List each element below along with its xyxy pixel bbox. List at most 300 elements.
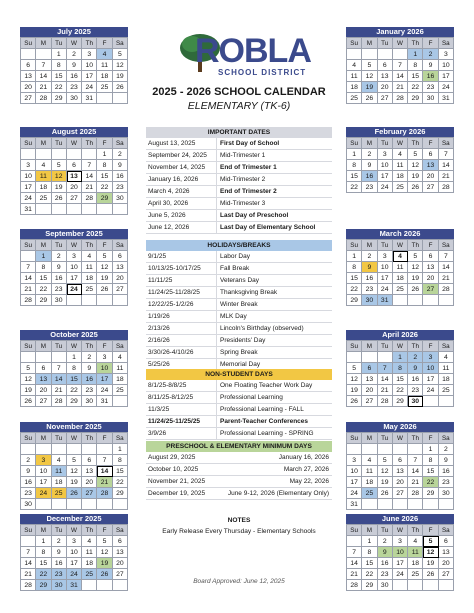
event-date: November 21, 2025: [148, 478, 206, 485]
event-label: Last Day of Preschool: [220, 212, 289, 219]
day-cell: 13: [423, 160, 438, 171]
day-cell: 9: [362, 262, 377, 273]
event-row: [146, 476, 332, 488]
day-cell: 2: [21, 455, 36, 466]
minimum-days-section: [146, 441, 332, 500]
weekday-header: M: [362, 525, 377, 536]
day-cell: 24: [97, 385, 112, 396]
day-cell: 10: [97, 363, 112, 374]
weekday-header: Th: [82, 525, 97, 536]
day-cell: 5: [423, 536, 438, 547]
weekday-header: F: [97, 38, 112, 49]
month-title: December 2025: [20, 514, 128, 524]
event-label: March 27, 2026: [283, 466, 329, 473]
day-cell: 19: [67, 477, 82, 488]
day-cell: 24: [36, 488, 51, 499]
day-cell: 17: [423, 374, 438, 385]
day-cell: 31: [347, 499, 362, 510]
day-cell: 8: [393, 363, 408, 374]
weekday-header: F: [423, 240, 438, 251]
day-cell: 5: [378, 455, 393, 466]
day-cell: 27: [36, 396, 51, 407]
empty-cell: [423, 499, 438, 510]
day-cell: 18: [439, 374, 454, 385]
empty-cell: [52, 149, 67, 160]
holidays-heading: HOLIDAYS/BREAKS: [146, 240, 332, 251]
empty-cell: [97, 204, 112, 215]
day-cell: 24: [21, 193, 36, 204]
empty-cell: [113, 580, 128, 591]
month-grid: [20, 37, 128, 104]
day-cell: 29: [36, 295, 51, 306]
event-label: Presidents' Day: [220, 337, 266, 344]
day-cell: 15: [36, 558, 51, 569]
day-cell: 14: [439, 262, 454, 273]
holidays-rows: [146, 251, 332, 371]
event-date: 11/24/25-11/25/25: [146, 416, 217, 427]
day-cell: 19: [52, 182, 67, 193]
empty-cell: [113, 93, 128, 104]
weekday-header: W: [393, 240, 408, 251]
day-cell: 4: [82, 536, 97, 547]
minimum-days-heading: PRESCHOOL & ELEMENTARY MINIMUM DAYS: [146, 441, 332, 452]
day-cell: 17: [67, 273, 82, 284]
event-row: [146, 275, 332, 287]
day-cell: 29: [113, 488, 128, 499]
day-cell: 5: [408, 251, 423, 262]
day-cell: 31: [97, 396, 112, 407]
weekday-header: M: [36, 433, 51, 444]
day-cell: 10: [378, 262, 393, 273]
day-cell: 13: [113, 547, 128, 558]
weekday-header: Sa: [113, 341, 128, 352]
day-cell: 27: [378, 93, 393, 104]
day-cell: 20: [82, 477, 97, 488]
day-cell: 26: [97, 284, 112, 295]
day-cell: 8: [347, 160, 362, 171]
event-date: 10/13/25-10/17/25: [146, 263, 217, 274]
day-cell: 19: [97, 558, 112, 569]
day-cell: 28: [408, 488, 423, 499]
day-cell: 24: [378, 284, 393, 295]
day-cell: 16: [439, 466, 454, 477]
event-label: Lincoln's Birthday (observed): [220, 325, 304, 332]
calendar-august-2025: [20, 127, 128, 215]
empty-cell: [67, 444, 82, 455]
event-date: 12/22/25-1/2/26: [146, 299, 217, 310]
event-row: [146, 311, 332, 323]
day-cell: 7: [52, 363, 67, 374]
month-title: February 2026: [346, 127, 454, 137]
day-cell: 29: [97, 193, 112, 204]
day-cell: 22: [113, 477, 128, 488]
weekday-header: Tu: [378, 525, 393, 536]
day-cell: 31: [82, 93, 97, 104]
weekday-header: Th: [82, 38, 97, 49]
month-grid: [20, 137, 128, 215]
day-cell: 26: [362, 93, 377, 104]
day-cell: 7: [82, 160, 97, 171]
day-cell: 21: [36, 82, 51, 93]
weekday-header: W: [67, 341, 82, 352]
empty-cell: [423, 396, 438, 407]
weekday-header: W: [393, 341, 408, 352]
day-cell: 28: [82, 193, 97, 204]
day-cell: 8: [97, 160, 112, 171]
day-cell: 19: [408, 273, 423, 284]
day-cell: 13: [423, 262, 438, 273]
event-label: First Day of School: [220, 140, 280, 147]
day-cell: 3: [21, 160, 36, 171]
weekday-header: F: [423, 341, 438, 352]
day-cell: 7: [378, 363, 393, 374]
day-cell: 21: [439, 273, 454, 284]
day-cell: 29: [423, 488, 438, 499]
day-cell: 1: [52, 49, 67, 60]
day-cell: 10: [67, 547, 82, 558]
day-cell: 21: [21, 569, 36, 580]
calendar-june-2026: [346, 514, 454, 591]
event-row: [146, 287, 332, 299]
day-cell: 30: [439, 488, 454, 499]
empty-cell: [67, 295, 82, 306]
empty-cell: [439, 580, 454, 591]
day-cell: 11: [82, 547, 97, 558]
day-cell: 28: [52, 396, 67, 407]
day-cell: 13: [82, 466, 97, 477]
day-cell: 22: [347, 284, 362, 295]
empty-cell: [67, 499, 82, 510]
weekday-header: W: [393, 433, 408, 444]
day-cell: 15: [347, 273, 362, 284]
weekday-header: Sa: [439, 525, 454, 536]
day-cell: 13: [393, 466, 408, 477]
month-grid: [20, 524, 128, 591]
weekday-header: Su: [21, 525, 36, 536]
weekday-header: Sa: [439, 433, 454, 444]
weekday-header: M: [362, 38, 377, 49]
day-cell: 29: [36, 580, 51, 591]
weekday-header: W: [393, 525, 408, 536]
day-cell: 7: [439, 149, 454, 160]
day-cell: 28: [439, 284, 454, 295]
day-cell: 8: [362, 547, 377, 558]
empty-cell: [408, 295, 423, 306]
weekday-header: F: [97, 138, 112, 149]
weekday-header: Th: [408, 38, 423, 49]
day-cell: 17: [67, 558, 82, 569]
day-cell: 30: [67, 93, 82, 104]
day-cell: 1: [393, 352, 408, 363]
day-cell: 31: [439, 93, 454, 104]
day-cell: 1: [408, 49, 423, 60]
event-row: [146, 251, 332, 263]
day-cell: 27: [439, 569, 454, 580]
day-cell: 3: [393, 536, 408, 547]
event-date: August 13, 2025: [146, 138, 217, 149]
empty-cell: [362, 499, 377, 510]
day-cell: 18: [408, 558, 423, 569]
day-cell: 6: [378, 60, 393, 71]
day-cell: 1: [36, 536, 51, 547]
day-cell: 6: [21, 60, 36, 71]
day-cell: 12: [408, 262, 423, 273]
weekday-header: Th: [82, 433, 97, 444]
day-cell: 30: [113, 193, 128, 204]
day-cell: 13: [439, 547, 454, 558]
day-cell: 24: [67, 284, 82, 295]
weekday-header: Sa: [113, 433, 128, 444]
day-cell: 12: [408, 160, 423, 171]
day-cell: 24: [378, 182, 393, 193]
notes-heading: NOTES: [227, 517, 251, 524]
day-cell: 13: [36, 374, 51, 385]
day-cell: 26: [113, 82, 128, 93]
month-grid: [346, 37, 454, 104]
day-cell: 25: [393, 284, 408, 295]
day-cell: 12: [378, 466, 393, 477]
day-cell: 6: [423, 251, 438, 262]
page-subtitle: ELEMENTARY (TK-6): [187, 100, 291, 112]
day-cell: 16: [21, 477, 36, 488]
day-cell: 15: [393, 374, 408, 385]
day-cell: 15: [67, 374, 82, 385]
day-cell: 8: [408, 60, 423, 71]
day-cell: 25: [439, 385, 454, 396]
day-cell: 5: [113, 49, 128, 60]
empty-cell: [21, 251, 36, 262]
weekday-header: M: [362, 433, 377, 444]
event-row: [146, 392, 332, 404]
day-cell: 21: [439, 171, 454, 182]
month-title: January 2026: [346, 27, 454, 37]
day-cell: 22: [423, 477, 438, 488]
empty-cell: [52, 444, 67, 455]
day-cell: 23: [82, 385, 97, 396]
month-grid: [346, 524, 454, 591]
day-cell: 24: [67, 569, 82, 580]
event-row: [146, 162, 332, 174]
day-cell: 22: [36, 569, 51, 580]
event-row: [146, 138, 332, 150]
event-date: 2/13/26: [146, 323, 217, 334]
empty-cell: [82, 499, 97, 510]
day-cell: 14: [97, 466, 112, 477]
weekday-header: W: [67, 38, 82, 49]
day-cell: 9: [378, 547, 393, 558]
weekday-header: Sa: [439, 240, 454, 251]
empty-cell: [21, 444, 36, 455]
day-cell: 3: [423, 352, 438, 363]
empty-cell: [113, 396, 128, 407]
empty-cell: [113, 204, 128, 215]
day-cell: 11: [97, 60, 112, 71]
weekday-header: F: [423, 433, 438, 444]
event-row: [146, 198, 332, 210]
day-cell: 11: [408, 547, 423, 558]
day-cell: 3: [97, 352, 112, 363]
empty-cell: [393, 580, 408, 591]
weekday-header: W: [393, 138, 408, 149]
weekday-header: Tu: [378, 433, 393, 444]
weekday-header: F: [423, 525, 438, 536]
day-cell: 3: [82, 49, 97, 60]
day-cell: 31: [21, 204, 36, 215]
event-row: [146, 404, 332, 416]
empty-cell: [347, 49, 362, 60]
day-cell: 30: [408, 396, 423, 407]
weekday-header: Su: [347, 38, 362, 49]
empty-cell: [378, 49, 393, 60]
day-cell: 2: [439, 444, 454, 455]
day-cell: 4: [439, 352, 454, 363]
event-label: Spring Break: [220, 349, 258, 356]
day-cell: 2: [362, 149, 377, 160]
day-cell: 12: [97, 262, 112, 273]
day-cell: 14: [36, 71, 51, 82]
empty-cell: [393, 444, 408, 455]
day-cell: 4: [36, 160, 51, 171]
day-cell: 27: [423, 182, 438, 193]
day-cell: 19: [113, 71, 128, 82]
event-date: March 4, 2026: [146, 186, 217, 197]
day-cell: 24: [393, 569, 408, 580]
event-date: 5/25/26: [146, 359, 217, 370]
day-cell: 5: [347, 363, 362, 374]
empty-cell: [439, 396, 454, 407]
day-cell: 19: [378, 477, 393, 488]
event-label: Fall Break: [220, 265, 250, 272]
day-cell: 23: [52, 569, 67, 580]
event-row: [146, 323, 332, 335]
day-cell: 8: [67, 363, 82, 374]
day-cell: 3: [36, 455, 51, 466]
day-cell: 10: [423, 363, 438, 374]
event-label: End of Trimester 1: [220, 164, 277, 171]
weekday-header: Sa: [439, 138, 454, 149]
event-row: [146, 416, 332, 428]
day-cell: 28: [378, 396, 393, 407]
day-cell: 8: [52, 60, 67, 71]
calendar-july-2025: [20, 27, 128, 104]
empty-cell: [113, 499, 128, 510]
empty-cell: [36, 499, 51, 510]
day-cell: 7: [393, 60, 408, 71]
event-date: 1/19/26: [146, 311, 217, 322]
day-cell: 9: [21, 466, 36, 477]
day-cell: 19: [423, 558, 438, 569]
day-cell: 16: [408, 374, 423, 385]
day-cell: 27: [362, 396, 377, 407]
day-cell: 22: [362, 569, 377, 580]
day-cell: 4: [347, 60, 362, 71]
weekday-header: Tu: [378, 38, 393, 49]
weekday-header: W: [67, 240, 82, 251]
day-cell: 4: [82, 251, 97, 262]
month-grid: [346, 340, 454, 407]
event-row: [146, 464, 332, 476]
weekday-header: Su: [21, 433, 36, 444]
calendar-february-2026: [346, 127, 454, 193]
day-cell: 28: [21, 580, 36, 591]
weekday-header: Su: [21, 341, 36, 352]
weekday-header: Th: [82, 138, 97, 149]
event-date: 8/1/25-8/8/25: [146, 380, 217, 391]
day-cell: 27: [67, 193, 82, 204]
day-cell: 23: [67, 82, 82, 93]
day-cell: 15: [97, 171, 112, 182]
empty-cell: [362, 49, 377, 60]
calendar-april-2026: [346, 330, 454, 407]
weekday-header: Th: [408, 138, 423, 149]
notes-section: [146, 515, 332, 537]
empty-cell: [97, 444, 112, 455]
weekday-header: F: [97, 525, 112, 536]
day-cell: 16: [67, 71, 82, 82]
weekday-header: Tu: [378, 341, 393, 352]
empty-cell: [21, 352, 36, 363]
day-cell: 30: [82, 396, 97, 407]
weekday-header: Su: [347, 341, 362, 352]
empty-cell: [82, 149, 97, 160]
empty-cell: [393, 295, 408, 306]
day-cell: 13: [21, 71, 36, 82]
day-cell: 10: [347, 466, 362, 477]
day-cell: 12: [362, 71, 377, 82]
event-date: 11/11/25: [146, 275, 217, 286]
weekday-header: Tu: [52, 38, 67, 49]
day-cell: 16: [423, 71, 438, 82]
day-cell: 16: [82, 374, 97, 385]
day-cell: 1: [67, 352, 82, 363]
empty-cell: [36, 444, 51, 455]
month-title: September 2025: [20, 229, 128, 239]
day-cell: 14: [439, 160, 454, 171]
day-cell: 6: [423, 149, 438, 160]
calendar-january-2026: [346, 27, 454, 104]
day-cell: 2: [52, 251, 67, 262]
day-cell: 18: [347, 82, 362, 93]
day-cell: 18: [36, 182, 51, 193]
day-cell: 10: [82, 60, 97, 71]
calendar-november-2025: [20, 422, 128, 510]
day-cell: 4: [393, 251, 408, 262]
day-cell: 17: [378, 171, 393, 182]
empty-cell: [408, 580, 423, 591]
day-cell: 17: [439, 71, 454, 82]
day-cell: 8: [113, 455, 128, 466]
day-cell: 5: [67, 455, 82, 466]
day-cell: 18: [82, 273, 97, 284]
weekday-header: F: [423, 138, 438, 149]
day-cell: 23: [439, 477, 454, 488]
day-cell: 8: [347, 262, 362, 273]
empty-cell: [378, 352, 393, 363]
empty-cell: [113, 295, 128, 306]
day-cell: 20: [362, 385, 377, 396]
day-cell: 7: [21, 547, 36, 558]
day-cell: 21: [21, 284, 36, 295]
day-cell: 10: [21, 171, 36, 182]
day-cell: 1: [423, 444, 438, 455]
day-cell: 21: [408, 477, 423, 488]
event-date: September 24, 2025: [146, 150, 217, 161]
day-cell: 25: [408, 569, 423, 580]
day-cell: 14: [378, 374, 393, 385]
month-title: April 2026: [346, 330, 454, 340]
day-cell: 9: [52, 547, 67, 558]
day-cell: 28: [439, 182, 454, 193]
